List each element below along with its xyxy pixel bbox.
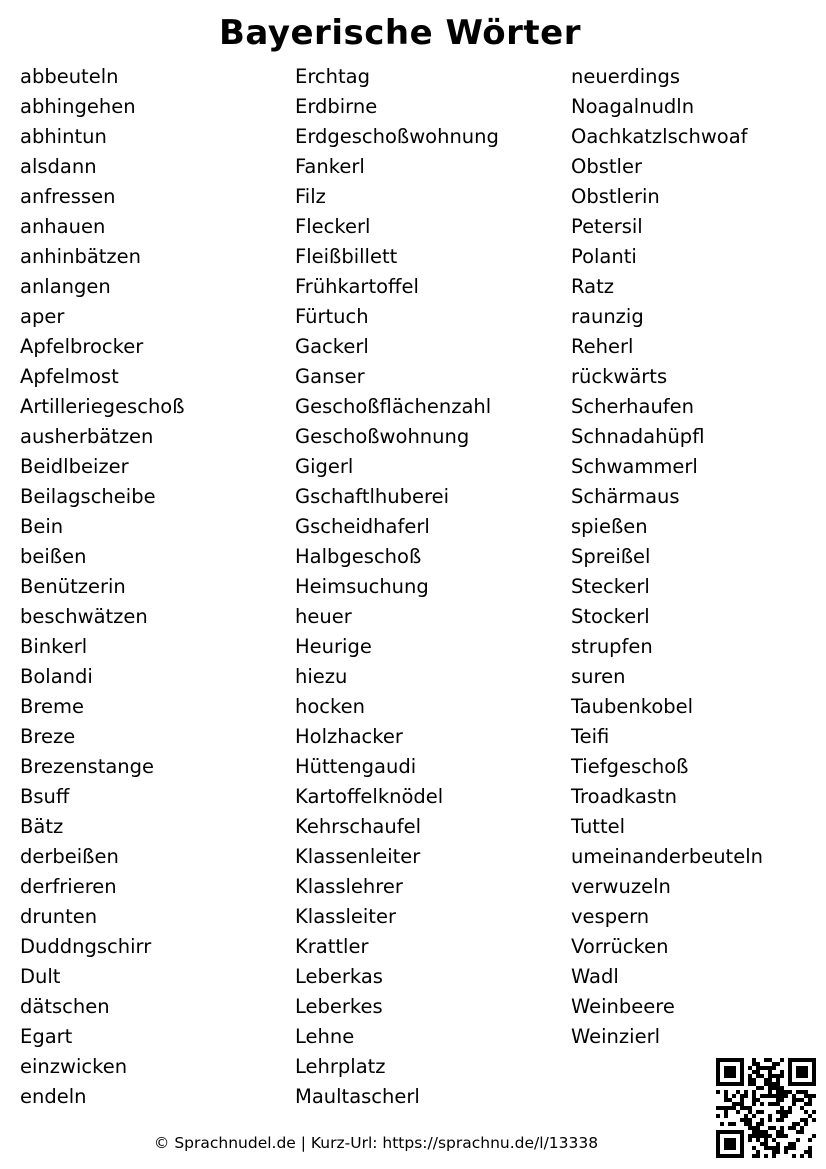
word-item: Bein xyxy=(20,515,64,538)
word-item: Frühkartoffel xyxy=(295,275,419,298)
word-item: Tiefgeschoß xyxy=(571,755,689,778)
word-item: derbeißen xyxy=(20,845,119,868)
word-item: Petersil xyxy=(571,215,643,238)
word-item: Apfelmost xyxy=(20,365,119,388)
word-item: Gschaftlhuberei xyxy=(295,485,449,508)
word-item: Benützerin xyxy=(20,575,126,598)
word-item: Gscheidhaferl xyxy=(295,515,430,538)
word-item: Breme xyxy=(20,695,84,718)
word-item: Lehrplatz xyxy=(295,1055,386,1078)
word-item: beißen xyxy=(20,545,87,568)
word-item: beschwätzen xyxy=(20,605,148,628)
footer-text: © Sprachnudel.de | Kurz-Url: https://sprachnu.de/l/13338 xyxy=(153,1134,599,1152)
word-item: Dult xyxy=(20,965,61,988)
word-item: Heimsuchung xyxy=(295,575,429,598)
qr-code xyxy=(716,1058,816,1158)
word-item: Obstler xyxy=(571,155,642,178)
word-item: heuer xyxy=(295,605,352,628)
word-item: Schärmaus xyxy=(571,485,680,508)
word-item: Steckerl xyxy=(571,575,650,598)
word-item: Maultascherl xyxy=(295,1085,420,1108)
word-item: anfressen xyxy=(20,185,116,208)
word-item: dätschen xyxy=(20,995,110,1018)
word-item: abhingehen xyxy=(20,95,136,118)
word-column-1 xyxy=(20,62,185,1112)
word-item: Lehne xyxy=(295,1025,355,1048)
word-item: Gackerl xyxy=(295,335,369,358)
word-item: Fankerl xyxy=(295,155,365,178)
word-item: strupfen xyxy=(571,635,653,658)
word-item: hiezu xyxy=(295,665,348,688)
word-item: Bätz xyxy=(20,815,64,838)
word-item: Tuttel xyxy=(571,815,626,838)
word-item: hocken xyxy=(295,695,365,718)
word-item: Klassenleiter xyxy=(295,845,421,868)
word-item: Weinbeere xyxy=(571,995,675,1018)
word-item: Breze xyxy=(20,725,76,748)
word-item: anhauen xyxy=(20,215,106,238)
word-item: Filz xyxy=(295,185,326,208)
word-item: Schnadahüpfl xyxy=(571,425,705,448)
word-item: Scherhaufen xyxy=(571,395,695,418)
word-item: neuerdings xyxy=(571,65,681,88)
word-item: Klasslehrer xyxy=(295,875,403,898)
word-item: umeinanderbeuteln xyxy=(571,845,763,868)
word-item: drunten xyxy=(20,905,98,928)
word-item: Taubenkobel xyxy=(571,695,694,718)
word-item: Brezenstange xyxy=(20,755,155,778)
page-title: Bayerische Wörter xyxy=(219,13,581,53)
word-item: ausherbätzen xyxy=(20,425,154,448)
word-item: Geschoßflächenzahl xyxy=(295,395,492,418)
word-item: Klassleiter xyxy=(295,905,396,928)
word-item: spießen xyxy=(571,515,648,538)
word-item: Noagalnudln xyxy=(571,95,695,118)
word-item: Troadkastn xyxy=(571,785,677,808)
word-item: abhintun xyxy=(20,125,107,148)
word-item: Kehrschaufel xyxy=(295,815,422,838)
word-item: Binkerl xyxy=(20,635,88,658)
word-column-3 xyxy=(571,62,763,1052)
word-item: Heurige xyxy=(295,635,372,658)
word-item: Weinzierl xyxy=(571,1025,660,1048)
word-item: Polanti xyxy=(571,245,637,268)
word-item: Teifi xyxy=(571,725,610,748)
word-item: Fleißbillett xyxy=(295,245,398,268)
word-item: einzwicken xyxy=(20,1055,128,1078)
word-item: Beilagscheibe xyxy=(20,485,156,508)
word-item: Gigerl xyxy=(295,455,354,478)
word-item: rückwärts xyxy=(571,365,668,388)
word-item: Ratz xyxy=(571,275,614,298)
word-item: abbeuteln xyxy=(20,65,119,88)
word-item: Reherl xyxy=(571,335,634,358)
word-item: Bsuff xyxy=(20,785,70,808)
word-item: Krattler xyxy=(295,935,369,958)
word-item: Leberkes xyxy=(295,995,383,1018)
word-item: Obstlerin xyxy=(571,185,660,208)
word-item: anlangen xyxy=(20,275,111,298)
word-item: Ganser xyxy=(295,365,365,388)
word-item: Geschoßwohnung xyxy=(295,425,470,448)
word-item: Beidlbeizer xyxy=(20,455,129,478)
word-item: Vorrücken xyxy=(571,935,669,958)
word-item: alsdann xyxy=(20,155,97,178)
word-item: anhinbätzen xyxy=(20,245,142,268)
word-item: Hüttengaudi xyxy=(295,755,417,778)
word-item: Apfelbrocker xyxy=(20,335,144,358)
word-item: Schwammerl xyxy=(571,455,698,478)
word-item: aper xyxy=(20,305,65,328)
word-item: Erdbirne xyxy=(295,95,378,118)
word-item: raunzig xyxy=(571,305,644,328)
word-item: vespern xyxy=(571,905,650,928)
word-item: Leberkas xyxy=(295,965,383,988)
word-item: Oachkatzlschwoaf xyxy=(571,125,748,148)
word-item: Duddngschirr xyxy=(20,935,152,958)
word-item: Spreißel xyxy=(571,545,651,568)
word-item: verwuzeln xyxy=(571,875,671,898)
word-item: endeln xyxy=(20,1085,87,1108)
word-column-2 xyxy=(295,62,499,1112)
word-item: Erchtag xyxy=(295,65,370,88)
word-item: Artilleriegeschoß xyxy=(20,395,185,418)
word-item: Fürtuch xyxy=(295,305,369,328)
word-item: suren xyxy=(571,665,626,688)
word-item: Egart xyxy=(20,1025,73,1048)
word-item: Stockerl xyxy=(571,605,650,628)
word-item: Wadl xyxy=(571,965,619,988)
word-item: Halbgeschoß xyxy=(295,545,422,568)
word-item: Bolandi xyxy=(20,665,93,688)
word-item: Kartoffelknödel xyxy=(295,785,444,808)
word-item: Fleckerl xyxy=(295,215,371,238)
word-item: Holzhacker xyxy=(295,725,403,748)
word-item: derfrieren xyxy=(20,875,117,898)
word-item: Erdgeschoßwohnung xyxy=(295,125,499,148)
